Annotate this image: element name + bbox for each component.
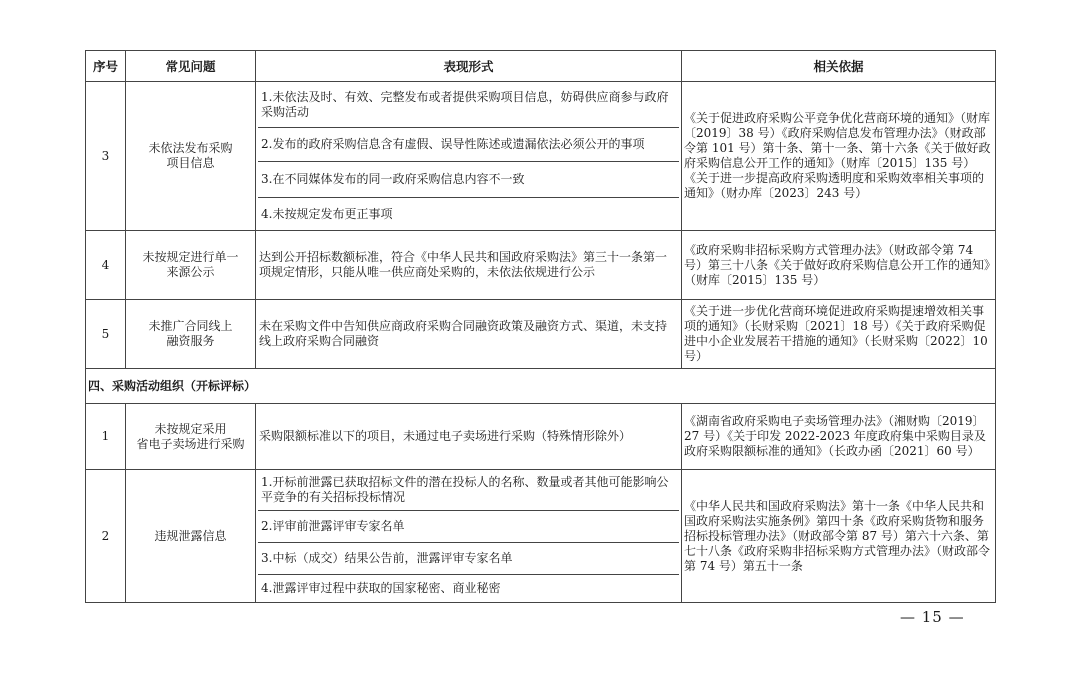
section-title: 四、采购活动组织（开标评标）: [86, 369, 996, 404]
row-no: 1: [86, 404, 126, 470]
issue-line: 未推广合同线上: [148, 319, 233, 333]
header-form: 表现形式: [256, 51, 682, 82]
row-form: 达到公开招标数额标准，符合《中华人民共和国政府采购法》第三十一条第一项规定情形，只能从唯一供应商处采购的，未依法依规进行公示: [256, 231, 682, 300]
section-row: [86, 369, 996, 404]
row-basis: 《湖南省政府采购电子卖场管理办法》（湘财购〔2019〕27 号）《关于印发 2022-2023 年度政府集中采购目录及政府采购限额标准的通知》（长政办函〔2021〕60 号）: [682, 404, 996, 470]
issue-line: 项目信息: [166, 156, 215, 170]
form-item: 3.在不同媒体发布的同一政府采购信息内容不一致: [258, 161, 679, 197]
regulation-table: [85, 50, 996, 603]
form-item: 2.评审前泄露评审专家名单: [258, 510, 679, 542]
row-basis: 《关于进一步优化营商环境促进政府采购提速增效相关事项的通知》（长财采购〔2021〕18 号）《关于政府采购促进中小企业发展若干措施的通知》（长财采购〔2022〕10 号）: [682, 300, 996, 369]
form-item: 3.中标（成交）结果公告前，泄露评审专家名单: [258, 542, 679, 574]
row-basis: 《中华人民共和国政府采购法》第十一条《中华人民共和国政府采购法实施条例》第四十条《政府采购货物和服务招标投标管理办法》（财政部令第 87 号）第六十六条、第七十八条《政府采购非招标采购方式管理办法》（财政部令第 74 号）第五十一条: [682, 470, 996, 603]
row-form: 采购限额标准以下的项目，未通过电子卖场进行采购（特殊情形除外）: [256, 404, 682, 470]
row-basis: 《关于促进政府采购公平竞争优化营商环境的通知》（财库〔2019〕38 号）《政府采购信息发布管理办法》（财政部令第 101 号）第十条、第十一条、第十六条《关于做好政府采购信息公开工作的通知》（财库〔2015〕135 号）《关于进一步提高政府采购透明度和采购效率相关事项的通知》（财办库〔2023〕243 号）: [682, 82, 996, 231]
table-row: [86, 300, 996, 369]
issue-line: 未按规定进行单一: [142, 250, 239, 264]
issue-line: 融资服务: [166, 334, 215, 348]
row-issue: [126, 82, 256, 231]
form-item: 2.发布的政府采购信息含有虚假、误导性陈述或遗漏依法必须公开的事项: [258, 127, 679, 161]
table-row: [86, 404, 996, 470]
issue-line: 省电子卖场进行采购: [136, 436, 245, 451]
row-issue: [126, 404, 256, 470]
row-no: 4: [86, 231, 126, 300]
header-basis: 相关依据: [682, 51, 996, 82]
table-row: [86, 231, 996, 300]
row-issue: [126, 470, 256, 603]
form-item: 4.未按规定发布更正事项: [258, 197, 679, 230]
form-item: 1.未依法及时、有效、完整发布或者提供采购项目信息，妨碍供应商参与政府采购活动: [261, 89, 669, 119]
header-no: 序号: [86, 51, 126, 82]
issue-line: 违规泄露信息: [154, 528, 227, 543]
row-forms: [256, 470, 682, 603]
row-basis: 《政府采购非招标采购方式管理办法》（财政部令第 74 号）第三十八条《关于做好政府采购信息公开工作的通知》（财库〔2015〕135 号）: [682, 231, 996, 300]
table-row: [86, 470, 996, 603]
table-header-row: [86, 51, 996, 82]
form-item: 1.开标前泄露已获取招标文件的潜在投标人的名称、数量或者其他可能影响公平竞争的有关招标投标情况: [261, 475, 669, 504]
issue-line: 来源公示: [166, 265, 215, 279]
table-row: [86, 82, 996, 231]
page-number: — 15 —: [900, 608, 965, 626]
header-issue: 常见问题: [126, 51, 256, 82]
row-issue: [126, 231, 256, 300]
issue-line: 未按规定采用: [154, 421, 227, 436]
row-issue: [126, 300, 256, 369]
row-forms: [256, 82, 682, 231]
form-item: 4.泄露评审过程中获取的国家秘密、商业秘密: [258, 574, 679, 602]
row-no: 2: [86, 470, 126, 603]
row-no: 5: [86, 300, 126, 369]
row-no: 3: [86, 82, 126, 231]
row-form: 未在采购文件中告知供应商政府采购合同融资政策及融资方式、渠道，未支持线上政府采购合同融资: [256, 300, 682, 369]
issue-line: 未依法发布采购: [148, 141, 233, 155]
